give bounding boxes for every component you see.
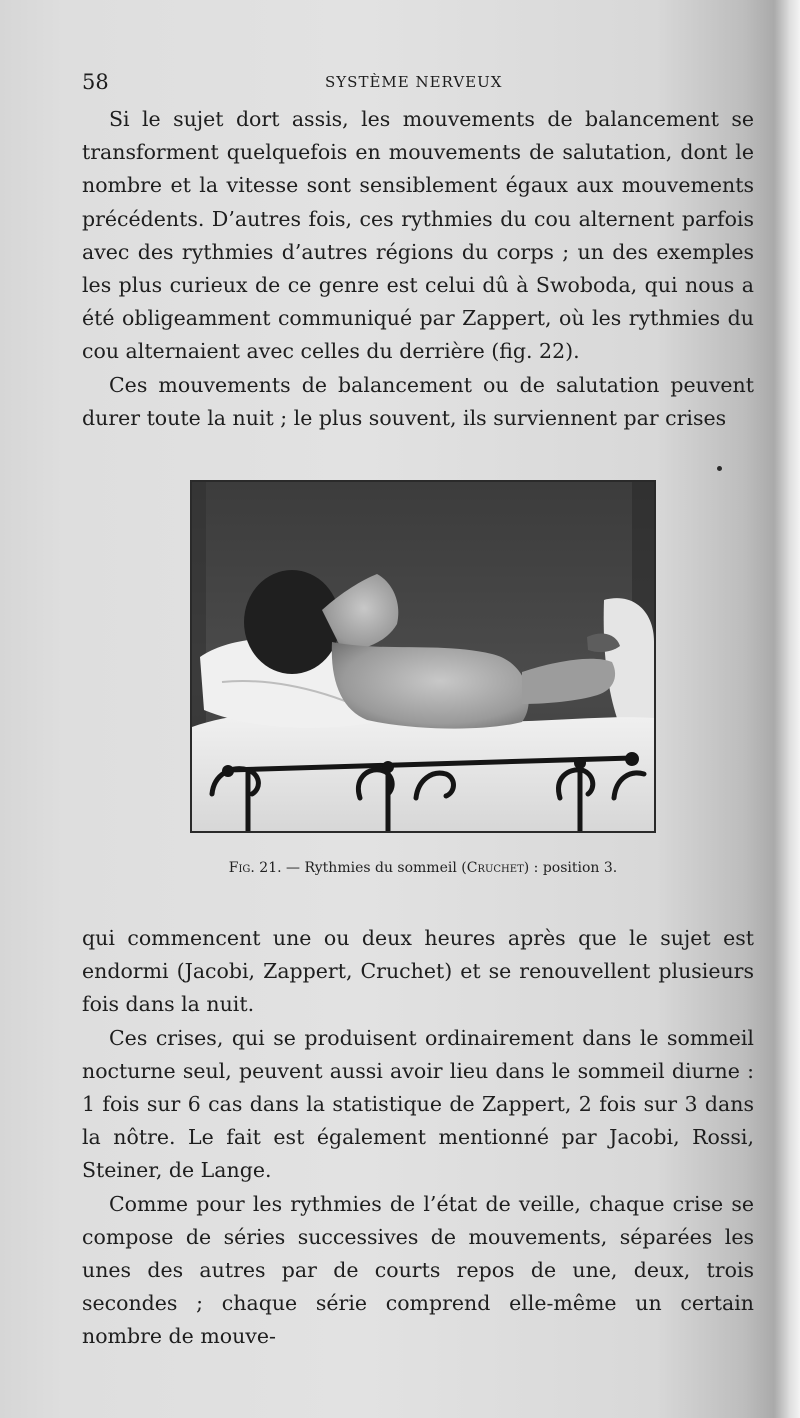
- paragraph-5: Comme pour les rythmies de l’état de veille, chaque crise se compose de séries successives de mouvements, séparées les unes des autres par de courts repos de une, deux, trois secondes ; chaque série comprend elle-même un certain nombre de mouve-: [82, 1191, 754, 1349]
- page-header: [82, 70, 752, 96]
- caption-author: Cruchet: [466, 860, 524, 876]
- paragraph-3: qui commencent une ou deux heures après que le sujet est endormi (Jacobi, Zappert, Cruchet) et se renouvellent plusieurs fois dans la nuit.: [82, 926, 754, 1017]
- caption-prefix: Fig. 21. —: [228, 860, 301, 876]
- body-text-top: [82, 103, 754, 435]
- paragraph-1: Si le sujet dort assis, les mouvements de balancement se transforment quelquefois en mouvements de salutation, dont le nombre et la vitesse sont sensiblement égaux aux mouvements précédents. D’autres fois, ces rythmies du cou alternent parfois avec des rythmies d’autres régions du corps ; un des exemples les plus curieux de ce genre est celui dû à Swoboda, qui nous a été obligeamment communiqué par Zappert, où les rythmies du cou alternaient avec celles du derrière (fig. 22).: [82, 107, 754, 364]
- figure-caption: [190, 860, 656, 876]
- caption-text: Rythmies du sommeil (: [300, 860, 467, 876]
- caption-suffix: ) : position 3.: [523, 860, 618, 876]
- running-head: SYSTÈME NERVEUX: [325, 73, 503, 91]
- paragraph-4: Ces crises, qui se produisent ordinairement dans le sommeil nocturne seul, peuvent aussi avoir lieu dans le sommeil diurne : 1 fois sur 6 cas dans la statistique de Zappert, 2 fois sur 3 dans la nôtre. Le fait est également mentionné par Jacobi, Rossi, Steiner, de Lange.: [82, 1025, 754, 1183]
- print-speck: [717, 466, 722, 471]
- page-number: 58: [82, 70, 109, 94]
- body-text-bottom: [82, 922, 754, 1354]
- figure-21: [190, 480, 656, 833]
- paragraph-2: Ces mouvements de balancement ou de salutation peuvent durer toute la nuit ; le plus souvent, ils surviennent par crises: [82, 372, 754, 430]
- figure-photo: [192, 482, 654, 831]
